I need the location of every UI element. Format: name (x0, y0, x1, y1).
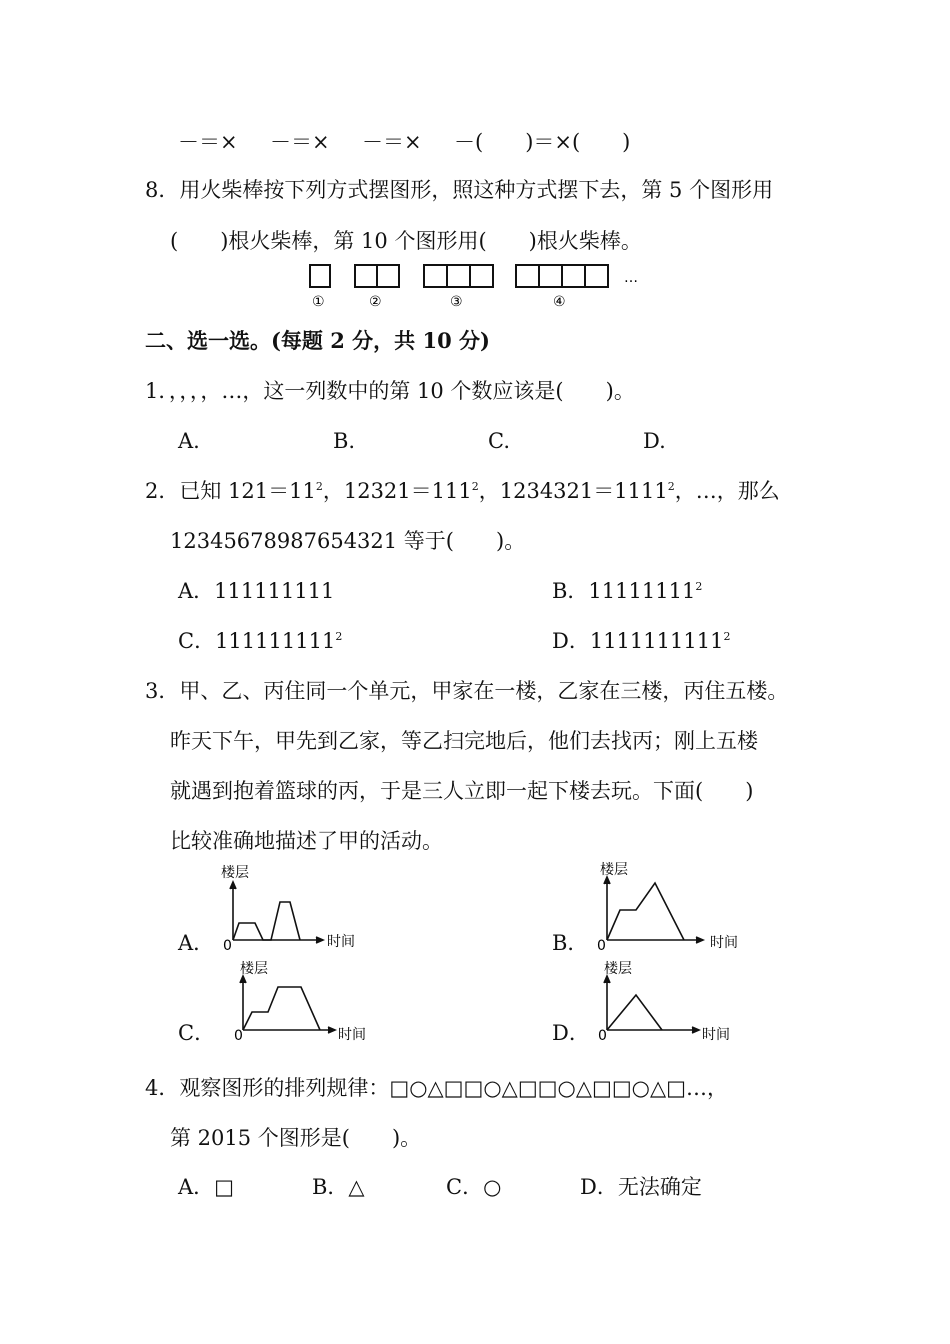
s2q3-opt-c-label: C． (178, 1021, 216, 1045)
s2q2-opt-d: D．1111111111$^2$ (552, 629, 731, 653)
s2q2-opt-b: B．11111111$^2$ (552, 579, 703, 603)
graph-d-xlabel: 时间 (702, 1027, 730, 1043)
graph-c-ylabel: 楼层 (240, 961, 268, 977)
graph-d-origin: 0 (598, 1028, 607, 1044)
s2q4-opt-d: D．无法确定 (580, 1175, 702, 1199)
q8-line1: 8．用火柴棒按下列方式摆图形，照这种方式摆下去，第 5 个图形用 (145, 178, 774, 202)
s2q3-opt-b-label: B． (552, 931, 589, 955)
s2q3-opt-d-label: D． (552, 1021, 590, 1045)
s2q1-opt-a: A. (178, 429, 200, 453)
graph-c-xlabel: 时间 (338, 1027, 366, 1043)
s2q1-opt-b: B. (333, 429, 356, 453)
s2q4-opt-b: B．△ (312, 1175, 365, 1199)
fig-ellipsis: … (624, 270, 638, 286)
graph-b-line (607, 883, 684, 940)
q7-expr-3: －＝× (362, 130, 422, 154)
fig-label-3: ③ (450, 294, 463, 310)
s2q3-line3: 就遇到抱着篮球的丙，于是三人立即一起下楼去玩。下面( ) (170, 779, 754, 803)
graph-b-origin: 0 (597, 938, 606, 954)
s2q3-opt-a-label: A． (178, 931, 215, 955)
s2q2-line2: 12345678987654321 等于( )。 (170, 529, 526, 553)
s2q1-opt-c: C. (488, 429, 510, 453)
graph-a (215, 860, 365, 955)
graph-d (592, 957, 742, 1047)
graph-b-xlabel: 时间 (710, 935, 738, 951)
s2q2-stem: 2．已知 $121=11^2$，$12321=111^2$，$1234321=1111^2$，…，那么 (145, 479, 780, 503)
graph-c-line (243, 987, 320, 1030)
fig-label-1: ① (312, 294, 325, 310)
s2q1-opt-d: D. (643, 429, 666, 453)
s2q1-stem: 1．，，，，…，这一列数中的第 10 个数应该是( )。 (145, 379, 635, 403)
s2q2-opt-a: A．111111111 (178, 579, 335, 603)
s2q4-opt-c: C．○ (446, 1175, 502, 1199)
graph-a-origin: 0 (223, 938, 232, 954)
fig-label-4: ④ (553, 294, 566, 310)
match-figure-3 (424, 265, 493, 287)
fig-label-2: ② (369, 294, 382, 310)
s2q2-opt-c: C．111111111$^2$ (178, 629, 343, 653)
matchstick-figures (300, 260, 660, 312)
match-figure-4 (516, 265, 608, 287)
graph-c-origin: 0 (234, 1028, 243, 1044)
graph-b (592, 855, 752, 955)
match-figure-1 (310, 265, 330, 287)
graph-a-xlabel: 时间 (327, 934, 355, 950)
s2q4-opt-a: A．□ (178, 1175, 235, 1199)
q7-expr-1: －＝× (178, 130, 238, 154)
s2q4-line1: 4．观察图形的排列规律：□○△□□○△□□○△□□○△□…， (145, 1076, 728, 1100)
graph-b-ylabel: 楼层 (600, 862, 628, 878)
graph-d-line (607, 995, 662, 1030)
q7-expr-2: －＝× (270, 130, 330, 154)
s2q3-line2: 昨天下午，甲先到乙家，等乙扫完地后，他们去找丙；刚上五楼 (170, 729, 758, 753)
q8-line2: ( )根火柴棒，第 10 个图形用( )根火柴棒。 (170, 229, 642, 253)
section-2-title: 二、选一选。(每题 2 分，共 10 分) (145, 328, 490, 353)
graph-a-ylabel: 楼层 (221, 865, 249, 881)
s2q3-line1: 3．甲、乙、丙住同一个单元，甲家在一楼，乙家在三楼，丙住五楼。 (145, 679, 789, 703)
graph-c (228, 957, 378, 1047)
q7-expr-4: －( )＝×( ) (454, 130, 631, 154)
graph-d-ylabel: 楼层 (604, 961, 632, 977)
s2q3-line4: 比较准确地描述了甲的活动。 (170, 829, 443, 853)
s2q4-line2: 第 2015 个图形是( )。 (170, 1126, 422, 1150)
graph-a-line (233, 902, 300, 940)
match-figure-2 (355, 265, 399, 287)
